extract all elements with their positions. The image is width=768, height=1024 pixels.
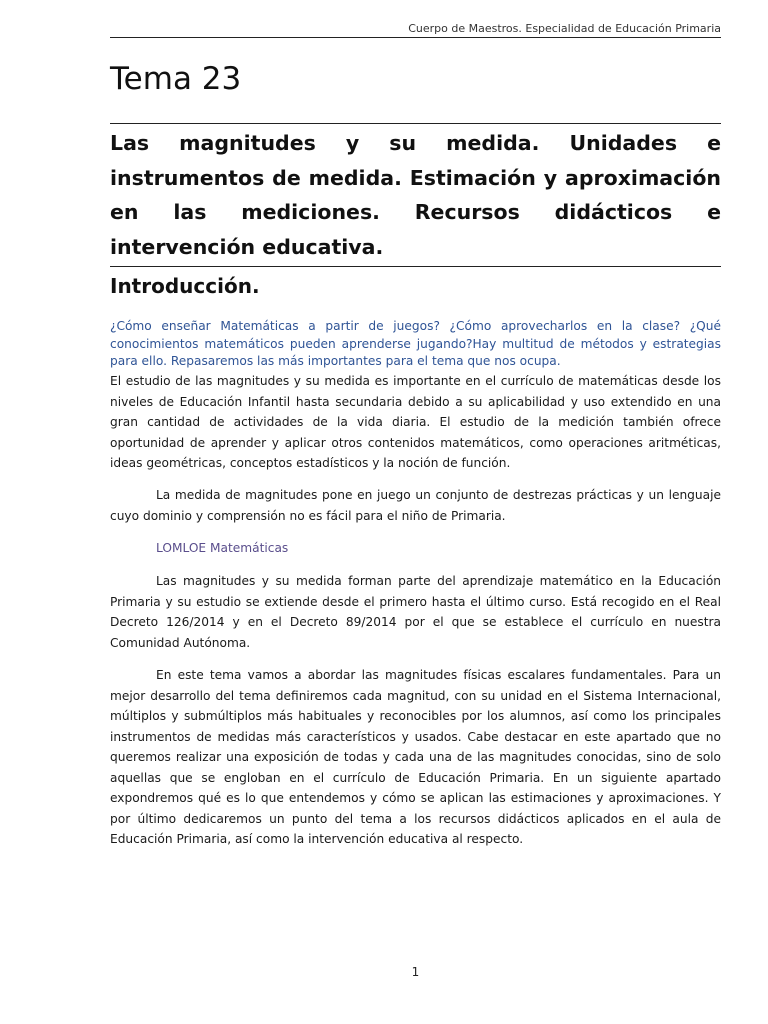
section-heading: Introducción. bbox=[110, 274, 260, 298]
body-paragraph-2: La medida de magnitudes pone en juego un conjunto de destrezas prácticas y un lenguaje cuyo dominio y comprensión no es fácil para el niño de Primaria. bbox=[110, 488, 721, 523]
body-paragraph-4: En este tema vamos a abordar las magnitudes físicas escalares fundamentales. Para un mejor desarrollo del tema definiremos cada magnitud, con su unidad en el Sistema Internacional, múltiplos y submúltiplos más habituales y reconocibles por los alumnos, así como los principales instrumentos de medidas más característicos y usados. Cabe destacar en este apartado que no queremos realizar una exposición de todas y cada una de las magnitudes conocidas, sino de solo aquellas que se engloban en el currículo de Educación Primaria. En un siguiente apartado expondremos qué es lo que entendemos y cómo se aplican las estimaciones y aproximaciones. Y por último dedicaremos un punto del tema a los recursos didácticos aplicados en el aula de Educación Primaria, así como la intervención educativa al respecto. bbox=[110, 668, 721, 846]
subtitle-box bbox=[110, 123, 721, 267]
lomloe-link[interactable]: LOMLOE Matemáticas bbox=[156, 541, 289, 555]
body-paragraph-3: Las magnitudes y su medida forman parte del aprendizaje matemático en la Educación Primaria y su estudio se extiende desde el primero hasta el último curso. Está recogido en el Real Decreto 126/2014 y en el Decreto 89/2014 por el que se establece el currículo en nuestra Comunidad Autónoma. bbox=[110, 574, 721, 650]
document-subtitle: Las magnitudes y su medida. Unidades e instrumentos de medida. Estimación y aproximación en las mediciones. Recursos didácticos e intervención educativa. bbox=[110, 131, 721, 259]
document-page bbox=[110, 0, 721, 1024]
document-title: Tema 23 bbox=[110, 61, 242, 97]
intro-question: ¿Cómo enseñar Matemáticas a partir de juegos? ¿Cómo aprovecharlos en la clase? ¿Qué conocimientos matemáticos pueden aprenderse jugando?Hay multitud de métodos y estrategias para ello. Repasaremos las más importantes para el tema que nos ocupa. bbox=[110, 319, 721, 368]
header-divider bbox=[110, 37, 721, 38]
page-number: 1 bbox=[411, 965, 420, 979]
body-paragraph-1: El estudio de las magnitudes y su medida es importante en el currículo de matemáticas desde los niveles de Educación Infantil hasta secundaria debido a su aplicabilidad y uso extendido en una gran cantidad de actividades de la vida diaria. El estudio de la medición también ofrece oportunidad de aprender y aplicar otros contenidos matemáticos, como operaciones aritméticas, ideas geométricas, conceptos estadísticos y la noción de función. bbox=[110, 374, 721, 470]
running-header: Cuerpo de Maestros. Especialidad de Educación Primaria bbox=[408, 22, 721, 35]
